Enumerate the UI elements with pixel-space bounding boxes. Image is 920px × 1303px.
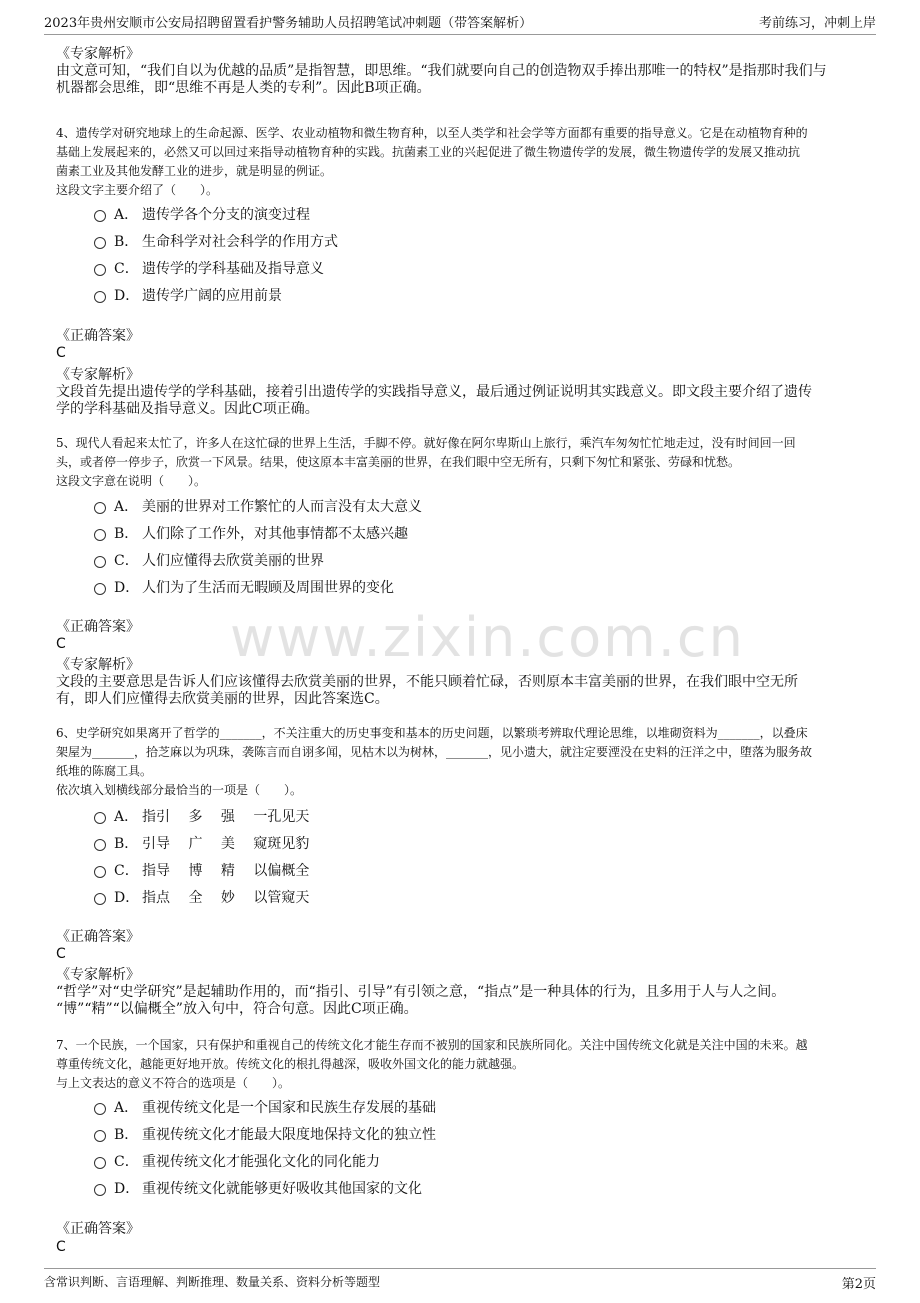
radio-icon[interactable] <box>94 1130 106 1142</box>
q4-option-a[interactable]: A． 遗传学各个分支的演变过程 <box>94 204 310 224</box>
expert-label: 《专家解析》 <box>56 367 140 383</box>
q6-option-d[interactable]: D． 指点 全 妙 以管窥天 <box>94 887 309 907</box>
q7-stem: 7、一个民族，一个国家，只有保护和重视自己的传统文化才能生存而不被别的国家和民族所同化。关注中国传统文化就是关注中国的未来。越 尊重传统文化，越能更好地开放。传统文化的根扎得越深，吸收外国文化的能力就越强。 与上文表达的意义不符合的选项是（ ）。 <box>56 1038 808 1090</box>
header-slogan: 考前练习，冲刺上岸 <box>758 16 876 31</box>
radio-icon[interactable] <box>94 1157 106 1169</box>
q7-option-a[interactable]: A． 重视传统文化是一个国家和民族生存发展的基础 <box>94 1097 436 1117</box>
answer-label: 《正确答案》 <box>56 929 140 945</box>
answer-label: 《正确答案》 <box>56 619 140 635</box>
q6-answer: C <box>56 946 66 962</box>
q4-answer: C <box>56 345 66 361</box>
expert-label: 《专家解析》 <box>56 657 140 673</box>
q5-option-d[interactable]: D． 人们为了生活而无暇顾及周围世界的变化 <box>94 577 394 597</box>
radio-icon[interactable] <box>94 839 106 851</box>
radio-icon[interactable] <box>94 866 106 878</box>
q4-explanation: 文段首先提出遗传学的学科基础，接着引出遗传学的实践指导意义，最后通过例证说明其实践意义。即文段主要介绍了遗传 学的学科基础及指导意义。因此C项正确。 <box>56 384 812 417</box>
q7-option-c[interactable]: C． 重视传统文化才能强化文化的同化能力 <box>94 1151 380 1171</box>
page-header <box>44 0 876 35</box>
q7-option-b[interactable]: B． 重视传统文化才能最大限度地保持文化的独立性 <box>94 1124 436 1144</box>
radio-icon[interactable] <box>94 556 106 568</box>
radio-icon[interactable] <box>94 237 106 249</box>
radio-icon[interactable] <box>94 291 106 303</box>
q4-option-c[interactable]: C． 遗传学的学科基础及指导意义 <box>94 258 324 278</box>
answer-label: 《正确答案》 <box>56 328 140 344</box>
q4-option-b[interactable]: B． 生命科学对社会科学的作用方式 <box>94 231 338 251</box>
q4-stem: 4、遗传学对研究地球上的生命起源、医学、农业动植物和微生物育种，以至人类学和社会学等方面都有重要的指导意义。它是在动植物育种的 基础上发展起来的，必然又可以回过来指导动植物育种的实践。抗菌素工业的兴起促进了微生物遗传学的发展，微生物遗传学的发展又推动抗 菌素工业及其他发酵工业的进步，就是明显的例证。 这段文字主要介绍了（ ）。 <box>56 126 808 197</box>
q5-answer: C <box>56 636 66 652</box>
radio-icon[interactable] <box>94 502 106 514</box>
q5-explanation: 文段的主要意思是告诉人们应该懂得去欣赏美丽的世界，不能只顾着忙碌，否则原本丰富美丽的世界，在我们眼中空无所 有，即人们应懂得去欣赏美丽的世界，因此答案选C。 <box>56 674 798 707</box>
q7-option-d[interactable]: D． 重视传统文化就能够更好吸收其他国家的文化 <box>94 1178 422 1198</box>
expert-label: 《专家解析》 <box>56 46 140 62</box>
q6-option-b[interactable]: B． 引导 广 美 窥斑见豹 <box>94 833 309 853</box>
q5-option-c[interactable]: C． 人们应懂得去欣赏美丽的世界 <box>94 550 324 570</box>
radio-icon[interactable] <box>94 210 106 222</box>
q4-option-d[interactable]: D． 遗传学广阔的应用前景 <box>94 285 282 305</box>
q6-option-c[interactable]: C． 指导 博 精 以偏概全 <box>94 860 309 880</box>
page-number: 第2页 <box>841 1277 876 1292</box>
document-title: 2023年贵州安顺市公安局招聘留置看护警务辅助人员招聘笔试冲刺题（带答案解析） <box>44 16 533 31</box>
answer-label: 《正确答案》 <box>56 1221 140 1237</box>
footer-question-types: 含常识判断、言语理解、判断推理、数量关系、资料分析等题型 <box>44 1275 381 1289</box>
radio-icon[interactable] <box>94 812 106 824</box>
radio-icon[interactable] <box>94 583 106 595</box>
q3-explanation: 由文意可知，“我们自以为优越的品质”是指智慧，即思维。“我们就要向自己的创造物双手捧出那唯一的特权”是指那时我们与 机器都会思维，即“思维不再是人类的专利”。因此B项正确。 <box>56 63 827 96</box>
q6-explanation: “哲学”对“史学研究”是起辅助作用的，而“指引、引导”有引领之意，“指点”是一种具体的行为，且多用于人与人之间。 “博”“精”“以偏概全”放入句中，符合句意。因此C项正确。 <box>56 984 786 1017</box>
radio-icon[interactable] <box>94 264 106 276</box>
q6-option-a[interactable]: A． 指引 多 强 一孔见天 <box>94 806 309 826</box>
watermark: www.zixin.com.cn <box>230 606 745 669</box>
q7-answer: C <box>56 1239 66 1255</box>
q5-option-a[interactable]: A． 美丽的世界对工作繁忙的人而言没有太大意义 <box>94 496 422 516</box>
expert-label: 《专家解析》 <box>56 967 140 983</box>
q5-option-b[interactable]: B． 人们除了工作外，对其他事情都不太感兴趣 <box>94 523 408 543</box>
radio-icon[interactable] <box>94 1103 106 1115</box>
radio-icon[interactable] <box>94 529 106 541</box>
page-footer <box>44 1268 876 1303</box>
q5-stem: 5、现代人看起来太忙了，许多人在这忙碌的世界上生活，手脚不停。就好像在阿尔卑斯山上旅行，乘汽车匆匆忙忙地走过，没有时间回一回 头，或者停一停步子，欣赏一下风景。结果，使这原本丰富美丽的世界，在我们眼中空无所有，只剩下匆忙和紧张、劳碌和忧愁。 这段文字意在说明（ ）。 <box>56 436 796 488</box>
radio-icon[interactable] <box>94 893 106 905</box>
radio-icon[interactable] <box>94 1184 106 1196</box>
q6-stem: 6、史学研究如果离开了哲学的_______，不关注重大的历史事变和基本的历史问题，以繁琐考辨取代理论思维，以堆砌资料为_______，以叠床 架屋为_______，拾芝麻以为巩珠，袭陈言而自诩多闻，见枯木以为树林，_______，见小遗大，就注定要湮没在史料的汪洋之中，堕落为服务故 纸堆的陈腐工具。 依次填入划横线部分最恰当的一项是（ ）。 <box>56 726 813 797</box>
